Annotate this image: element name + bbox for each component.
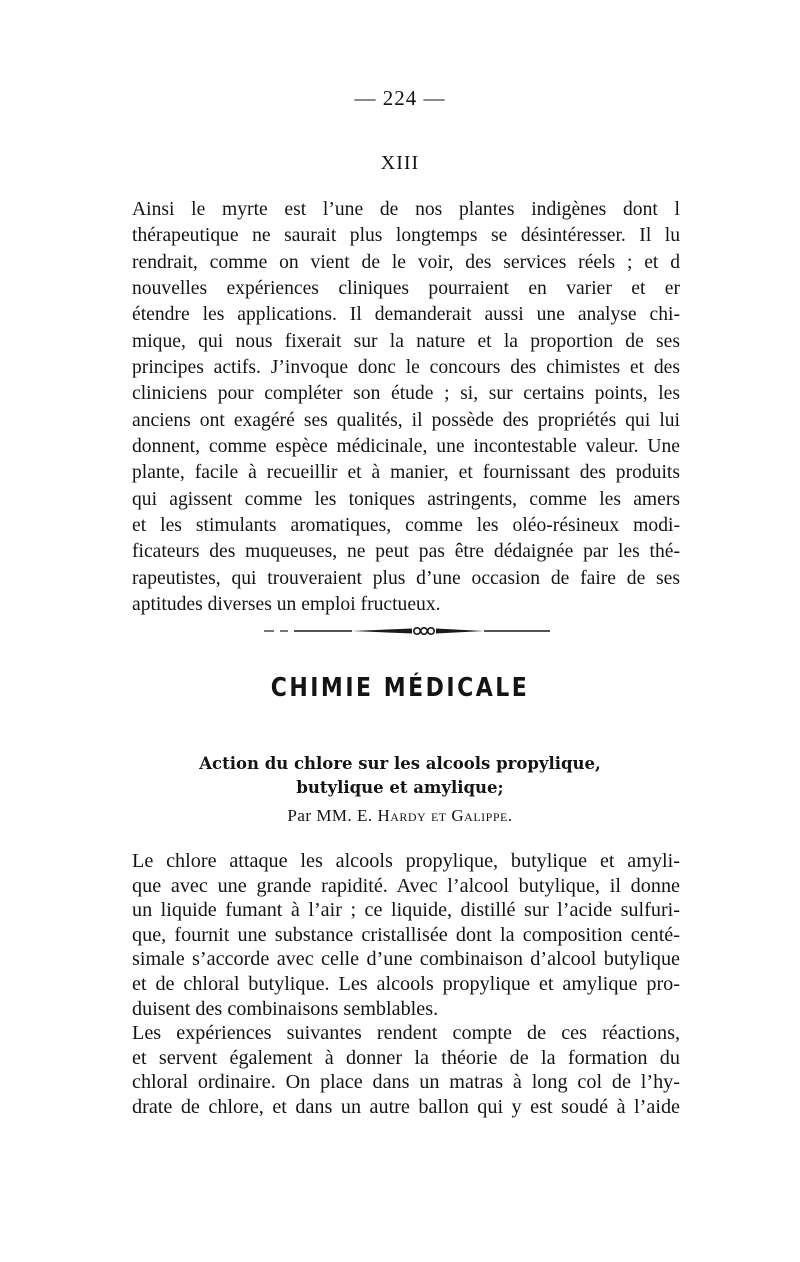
- article-title: [0, 752, 800, 800]
- text-line: chloral ordinaire. On place dans un matras à long col de l’hy-: [132, 1071, 680, 1094]
- text-line: que, fournit une substance cristallisée dont la composition centé-: [132, 923, 680, 946]
- chapter-title: CHIMIE MÉDICALE: [270, 673, 530, 704]
- page-number: — 224 —: [354, 86, 446, 110]
- paragraph-chlore-reaction: [132, 849, 680, 1120]
- text-line: thérapeutique ne saurait plus longtemps se désintéresser. Il lu: [132, 225, 680, 247]
- text-line: et de chloral butylique. Les alcools propylique et amylique pro-: [132, 972, 680, 995]
- text-line: Ainsi le myrte est l’une de nos plantes indigènes dont l: [132, 199, 680, 220]
- text-line: Les expériences suivantes rendent compte de ces réactions,: [132, 1022, 680, 1045]
- text-line: duisent des combinaisons semblables.: [132, 997, 439, 1020]
- author-name: Hardy: [377, 806, 427, 825]
- text-line: qui agissent comme les toniques astringents, comme les amers: [132, 488, 680, 510]
- text-line: et les stimulants aromatiques, comme les oléo-résineux modi-: [132, 515, 680, 537]
- text-line: anciens ont exagéré ses qualités, il possède des propriétés qui lui: [132, 409, 680, 431]
- text-line: simale s’accorde avec celle d’une combinaison d’alcool butylique: [132, 948, 680, 971]
- paragraph-myrte-conclusion: [132, 197, 680, 619]
- text-line: et servent également à donner la théorie de la formation du: [132, 1046, 680, 1069]
- author-conjunction: et: [430, 806, 447, 825]
- text-line: étendre les applications. Il demanderait aussi une analyse chi-: [132, 304, 680, 326]
- text-line: donnent, comme espèce médicinale, une incontestable valeur. Une: [132, 436, 680, 458]
- article-author: [0, 806, 800, 826]
- text-line: principes actifs. J’invoque donc le concours des chimistes et des: [132, 357, 680, 379]
- text-line: nouvelles expériences cliniques pourraient en varier et er: [132, 278, 680, 300]
- text-line: rapeutistes, qui trouveraient plus d’une occasion de faire de ses: [132, 567, 680, 589]
- text-line: un liquide fumant à l’air ; ce liquide, distillé sur l’acide sulfuri-: [132, 899, 680, 922]
- author-prefix: Par MM. E.: [287, 806, 373, 825]
- article-title-line: butylique et amylique;: [296, 778, 504, 797]
- text-line: Le chlore attaque les alcools propylique, butylique et amyli-: [132, 850, 680, 872]
- text-line: plante, facile à recueillir et à manier, et fournissant des produits: [132, 462, 680, 484]
- text-line: que avec une grande rapidité. Avec l’alcool butylique, il donne: [132, 874, 680, 897]
- text-line: mique, qui nous fixerait sur la nature et la proportion de ses: [132, 330, 680, 352]
- text-line: rendrait, comme on vient de le voir, des services réels ; et d: [132, 251, 680, 273]
- section-heading: XIII: [380, 152, 420, 174]
- text-line: ficateurs des muqueuses, ne peut pas être dédaignée par les thé-: [132, 541, 680, 563]
- author-name: Galippe.: [451, 806, 513, 825]
- text-line: drate de chlore, et dans un autre ballon qui y est soudé à l’aide: [132, 1095, 680, 1118]
- text-line: aptitudes diverses un emploi fructueux.: [132, 594, 441, 616]
- article-title-line: Action du chlore sur les alcools propylique,: [199, 754, 601, 773]
- ornamental-divider: [262, 622, 552, 640]
- text-line: cliniciens pour compléter son étude ; si, sur certains points, les: [132, 383, 680, 405]
